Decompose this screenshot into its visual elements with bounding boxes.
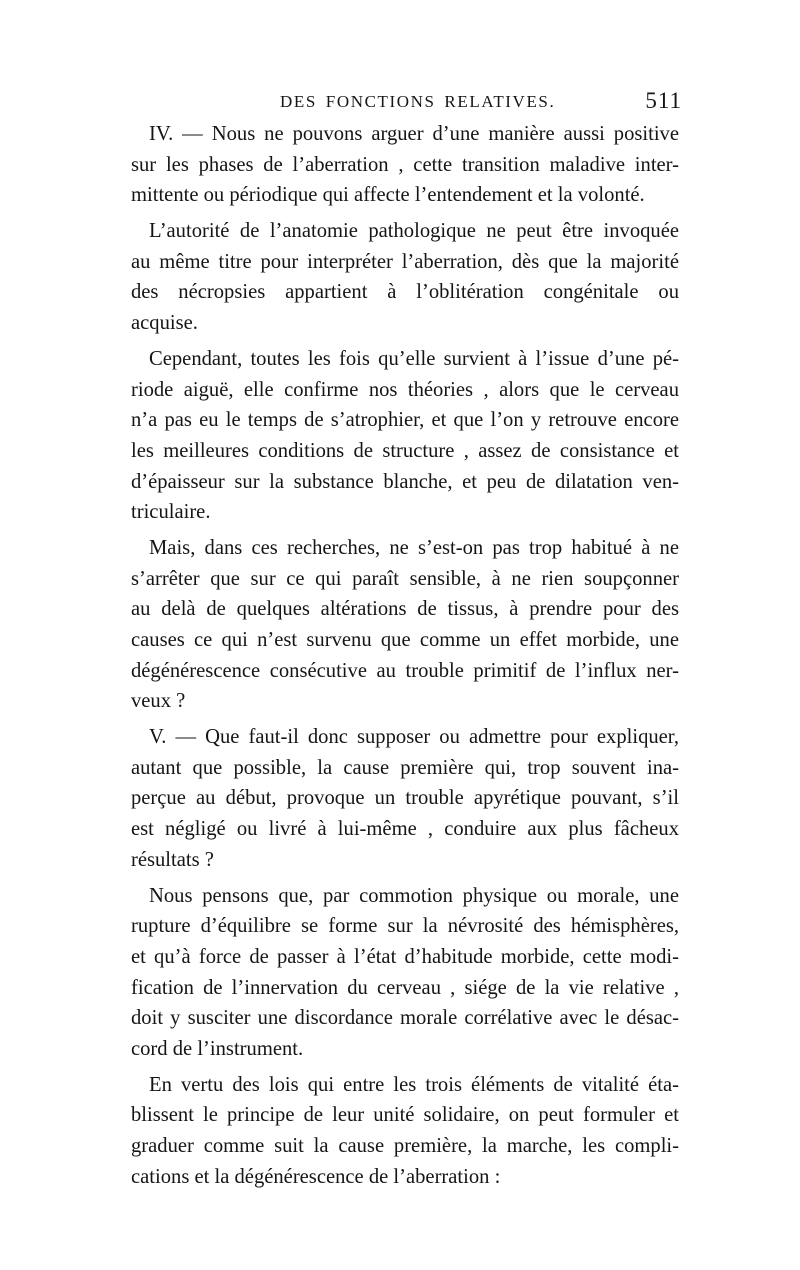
text-line: causes ce qui n’est survenu que comme un effet morbide, une: [131, 629, 679, 651]
text-line: au même titre pour interpréter l’aberration, dès que la majorité: [131, 250, 679, 273]
text-line: cord de l’instrument.: [131, 1037, 304, 1060]
paragraph-nous-pensons: [131, 881, 679, 1065]
text-line: En vertu des lois qui entre les trois éléments de vitalité éta-: [149, 1073, 679, 1096]
text-line: mittente ou périodique qui affecte l’entendement et la volonté.: [131, 184, 645, 207]
paragraph-mais: [131, 533, 679, 717]
text-line: les meilleures conditions de structure , assez de consistance et: [131, 439, 679, 462]
text-line: rupture d’équilibre se forme sur la névrosité des hémisphères,: [131, 915, 679, 938]
text-line: dégénérescence consécutive au trouble primitif de l’influx ner-: [131, 659, 679, 682]
paragraph-cependant: [131, 344, 679, 528]
text-line: graduer comme suit la cause première, la marche, les compli-: [131, 1135, 679, 1157]
text-line: cations et la dégénérescence de l’aberration :: [131, 1165, 501, 1188]
text-line: V. — Que faut-il donc supposer ou admettre pour expliquer,: [149, 726, 679, 749]
text-line: sur les phases de l’aberration , cette transition maladive inter-: [131, 153, 679, 176]
text-line: doit y susciter une discordance morale corrélative avec le désac-: [131, 1007, 679, 1030]
text-line: n’a pas eu le temps de s’atrophier, et que l’on y retrouve encore: [131, 409, 679, 432]
text-line: veux ?: [131, 690, 186, 713]
paragraph-iv: [131, 119, 679, 211]
text-line: s’arrêter que sur ce qui paraît sensible, à ne rien soupçonner: [131, 567, 679, 590]
text-line: riode aiguë, elle confirme nos théories , alors que le cerveau: [131, 378, 679, 401]
text-line: Nous pensons que, par commotion physique ou morale, une: [149, 884, 679, 907]
text-line: autant que possible, la cause première qui, trop souvent ina-: [131, 756, 679, 779]
body-text: [131, 119, 679, 1192]
page-number: 511: [645, 88, 682, 113]
running-head: DES FONCTIONS RELATIVES.: [280, 92, 556, 111]
text-line: acquise.: [131, 312, 198, 335]
text-line: L’autorité de l’anatomie pathologique ne peut être invoquée: [149, 220, 679, 243]
paragraph-en-vertu: [131, 1070, 679, 1193]
text-line: perçue au début, provoque un trouble apyrétique pouvant, s’il: [131, 787, 679, 810]
text-line: Cependant, toutes les fois qu’elle survient à l’issue d’une pé-: [149, 347, 679, 370]
text-line: et qu’à force de passer à l’état d’habitude morbide, cette modi-: [131, 945, 679, 968]
text-line: au delà de quelques altérations de tissus, à prendre pour des: [131, 598, 679, 621]
paragraph-v: [131, 722, 679, 875]
text-line: triculaire.: [131, 501, 211, 524]
paragraph-anatomy: [131, 216, 679, 339]
text-line: d’épaisseur sur la substance blanche, et peu de dilatation ven-: [131, 470, 679, 493]
text-line: résultats ?: [131, 848, 214, 871]
text-line: IV. — Nous ne pouvons arguer d’une manière aussi positive: [149, 123, 679, 145]
text-line: Mais, dans ces recherches, ne s’est-on pas trop habitué à ne: [149, 536, 679, 559]
text-line: est négligé ou livré à lui-même , conduire aux plus fâcheux: [131, 818, 679, 841]
text-line: des nécropsies appartient à l’oblitération congénitale ou: [131, 281, 679, 304]
page-header: [134, 88, 682, 118]
text-line: blissent le principe de leur unité solidaire, on peut formuler et: [131, 1104, 679, 1127]
text-line: fication de l’innervation du cerveau , siége de la vie relative ,: [131, 976, 679, 999]
